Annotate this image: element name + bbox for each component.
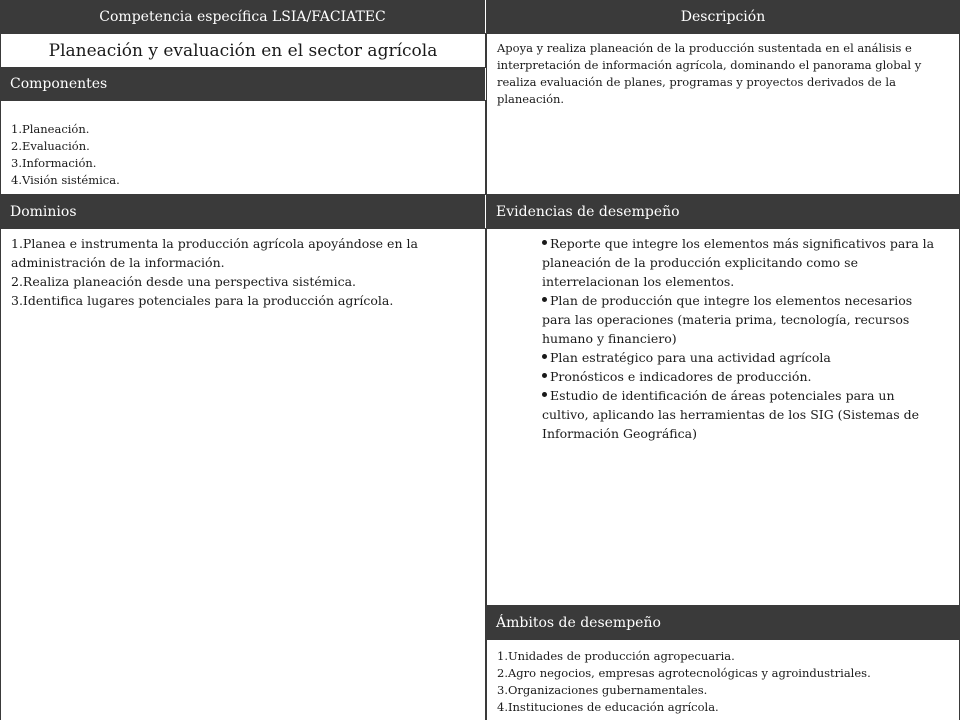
header-competencia-label: Competencia específica LSIA/FACIATEC <box>99 8 386 25</box>
list-item: 2.Realiza planeación desde una perspectiva sistémica. <box>11 274 357 289</box>
list-item: Plan estratégico para una actividad agrícola <box>542 348 945 367</box>
evidencias-cell <box>486 228 960 606</box>
header-componentes-label: Componentes <box>10 76 108 92</box>
bullet-icon <box>542 297 547 302</box>
componentes-cell <box>0 100 486 195</box>
header-dominios <box>0 195 486 228</box>
header-evidencias <box>486 195 960 228</box>
list-item: 2.Evaluación. <box>11 139 90 153</box>
header-descripcion <box>486 0 960 33</box>
bullet-icon <box>542 392 547 397</box>
list-item: 4.Visión sistémica. <box>11 173 120 187</box>
list-item: 3.Información. <box>11 156 97 170</box>
dominios-cell <box>0 228 486 720</box>
header-componentes <box>0 68 486 100</box>
list-item: 3.Identifica lugares potenciales para la producción agrícola. <box>11 293 394 308</box>
list-item: 2.Agro negocios, empresas agrotecnológicas y agroindustriales. <box>497 666 871 680</box>
descripcion-cell <box>486 33 960 195</box>
header-ambitos-label: Ámbitos de desempeño <box>496 614 661 631</box>
competencia-title: Planeación y evaluación en el sector agrícola <box>48 40 438 61</box>
list-item: 1.Planea e instrumenta la producción agrícola apoyándose en la administración de la información. <box>11 236 418 270</box>
descripcion-text: Apoya y realiza planeación de la producción sustentada en el análisis e interpretación de información agrícola, dominando el panorama global y realiza evaluación de planes, programas y proyectos derivados de la planeación. <box>497 41 922 106</box>
ambitos-cell <box>486 639 960 720</box>
bullet-icon <box>542 240 547 245</box>
header-descripcion-label: Descripción <box>680 8 766 25</box>
evidencias-list <box>542 234 945 443</box>
list-item: Pronósticos e indicadores de producción. <box>542 367 945 386</box>
competencia-title-cell <box>0 33 486 68</box>
header-evidencias-label: Evidencias de desempeño <box>496 203 680 220</box>
dominios-list <box>11 234 475 310</box>
componentes-list <box>11 121 475 189</box>
header-competencia <box>0 0 486 33</box>
header-ambitos <box>486 606 960 639</box>
list-item: Plan de producción que integre los elementos necesarios para las operaciones (materia prima, tecnología, recursos humano y financiero) <box>542 293 913 346</box>
bullet-icon <box>542 373 547 378</box>
ambitos-list <box>497 648 949 716</box>
list-item: 1.Planeación. <box>11 122 90 136</box>
bullet-icon <box>542 354 547 359</box>
list-item: 1.Unidades de producción agropecuaria. <box>497 649 735 663</box>
list-item: Reporte que integre los elementos más significativos para la planeación de la producción explicitando como se interrelacionan los elementos. <box>542 236 935 289</box>
list-item: Estudio de identificación de áreas potenciales para un cultivo, aplicando las herramientas de los SIG (Sistemas de Información Geográfica) <box>542 388 920 441</box>
list-item: 4.Instituciones de educación agrícola. <box>497 700 719 714</box>
list-item: 3.Organizaciones gubernamentales. <box>497 683 708 697</box>
header-dominios-label: Dominios <box>10 203 77 220</box>
